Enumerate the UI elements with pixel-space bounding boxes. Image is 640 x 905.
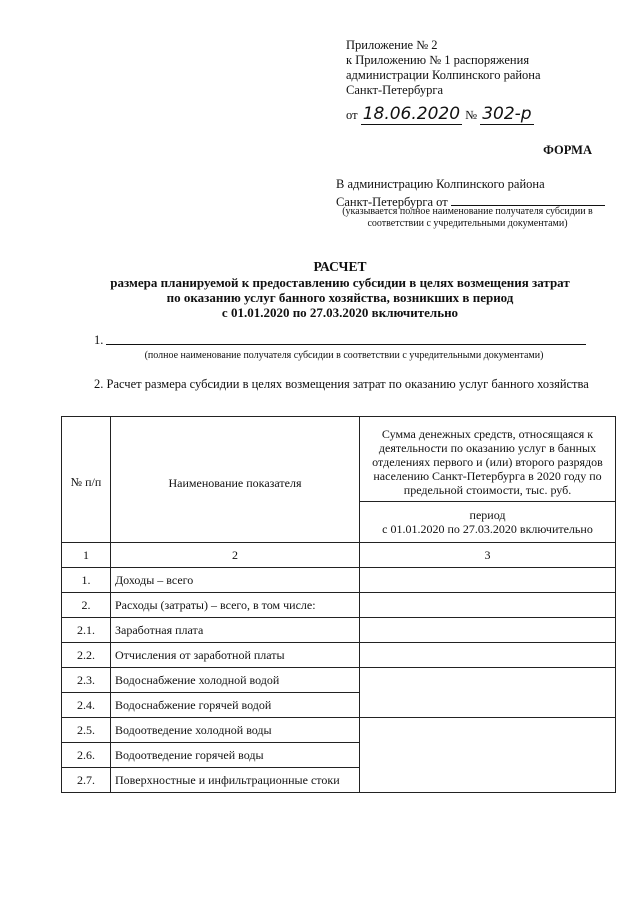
table-row <box>62 643 616 668</box>
table-row <box>62 568 616 593</box>
row-number: 2.4. <box>62 693 111 718</box>
row-name: Водоснабжение горячей водой <box>111 693 360 718</box>
recipient-name-blank[interactable] <box>451 193 605 206</box>
row-name: Водоснабжение холодной водой <box>111 668 360 693</box>
row-number: 2.2. <box>62 643 111 668</box>
calculation-table <box>61 416 616 793</box>
handwritten-number: 302-р <box>482 104 532 124</box>
item-2-text: 2. Расчет размера субсидии в целях возмещения затрат по оказанию услуг банного хозяйства <box>94 377 589 391</box>
form-label: ФОРМА <box>543 143 592 157</box>
row-name: Водоотведение горячей воды <box>111 743 360 768</box>
appendix-line-3: администрации Колпинского района <box>346 68 541 82</box>
row-value-cell[interactable] <box>360 593 616 618</box>
column-number-2: 2 <box>111 543 360 568</box>
row-value-cell[interactable] <box>360 668 616 718</box>
column-number-row <box>62 543 616 568</box>
appendix-line-1: Приложение № 2 <box>346 38 438 52</box>
header-col-amount: Сумма денежных средств, относящаяся к деятельности по оказанию услуг в банных отделениях первого и (или) второго разрядов населению Санкт-Петербурга в 2020 году по предельной стоимости, тыс. руб. <box>360 417 616 502</box>
row-number: 2. <box>62 593 111 618</box>
row-number: 2.1. <box>62 618 111 643</box>
row-name: Расходы (затраты) – всего, в том числе: <box>111 593 360 618</box>
table-header-row <box>62 417 616 502</box>
item-1-note: (полное наименование получателя субсидии в соответствии с учредительными документами) <box>144 350 544 361</box>
row-value-cell[interactable] <box>360 718 616 793</box>
title-main: РАСЧЕТ <box>313 259 367 274</box>
row-number: 2.3. <box>62 668 111 693</box>
title-line-1: размера планируемой к предоставлению субсидии в целях возмещения затрат <box>110 275 570 290</box>
item-1-number: 1. <box>94 333 104 347</box>
date-prefix: от <box>346 108 358 122</box>
row-value-cell[interactable] <box>360 568 616 593</box>
row-name: Водоотведение холодной воды <box>111 718 360 743</box>
appendix-header <box>346 38 541 98</box>
item-1-blank[interactable] <box>106 344 586 345</box>
period-label: период <box>469 508 506 522</box>
row-number: 1. <box>62 568 111 593</box>
addressee-prefix: Санкт-Петербурга от <box>336 195 448 209</box>
document-title <box>60 259 620 320</box>
row-name: Заработная плата <box>111 618 360 643</box>
addressee-line-1: В администрацию Колпинского района <box>336 177 545 191</box>
order-date-number <box>346 104 534 124</box>
row-value-cell[interactable] <box>360 618 616 643</box>
row-value-cell[interactable] <box>360 643 616 668</box>
row-number: 2.7. <box>62 768 111 793</box>
appendix-line-2: к Приложению № 1 распоряжения <box>346 53 530 67</box>
row-name: Отчисления от заработной платы <box>111 643 360 668</box>
column-number-3: 3 <box>360 543 616 568</box>
title-line-2: по оказанию услуг банного хозяйства, возникших в период <box>166 290 514 305</box>
period-value: с 01.01.2020 по 27.03.2020 включительно <box>382 522 593 536</box>
row-number: 2.6. <box>62 743 111 768</box>
row-number: 2.5. <box>62 718 111 743</box>
table-row <box>62 618 616 643</box>
table-row <box>62 593 616 618</box>
handwritten-date: 18.06.2020 <box>362 104 461 124</box>
column-number-1: 1 <box>62 543 111 568</box>
header-period <box>360 502 616 543</box>
title-line-3: с 01.01.2020 по 27.03.2020 включительно <box>221 305 459 320</box>
appendix-line-4: Санкт-Петербурга <box>346 83 444 97</box>
header-col-number: № п/п <box>62 417 111 543</box>
row-name: Доходы – всего <box>111 568 360 593</box>
table-row <box>62 668 616 693</box>
addressee-note: (указывается полное наименование получателя субсидии в соответствии с учредительными документами) <box>342 206 593 229</box>
table-row <box>62 718 616 743</box>
number-prefix: № <box>465 108 478 122</box>
row-name: Поверхностные и инфильтрационные стоки <box>111 768 360 793</box>
item-1 <box>94 333 103 348</box>
header-col-name: Наименование показателя <box>111 417 360 543</box>
